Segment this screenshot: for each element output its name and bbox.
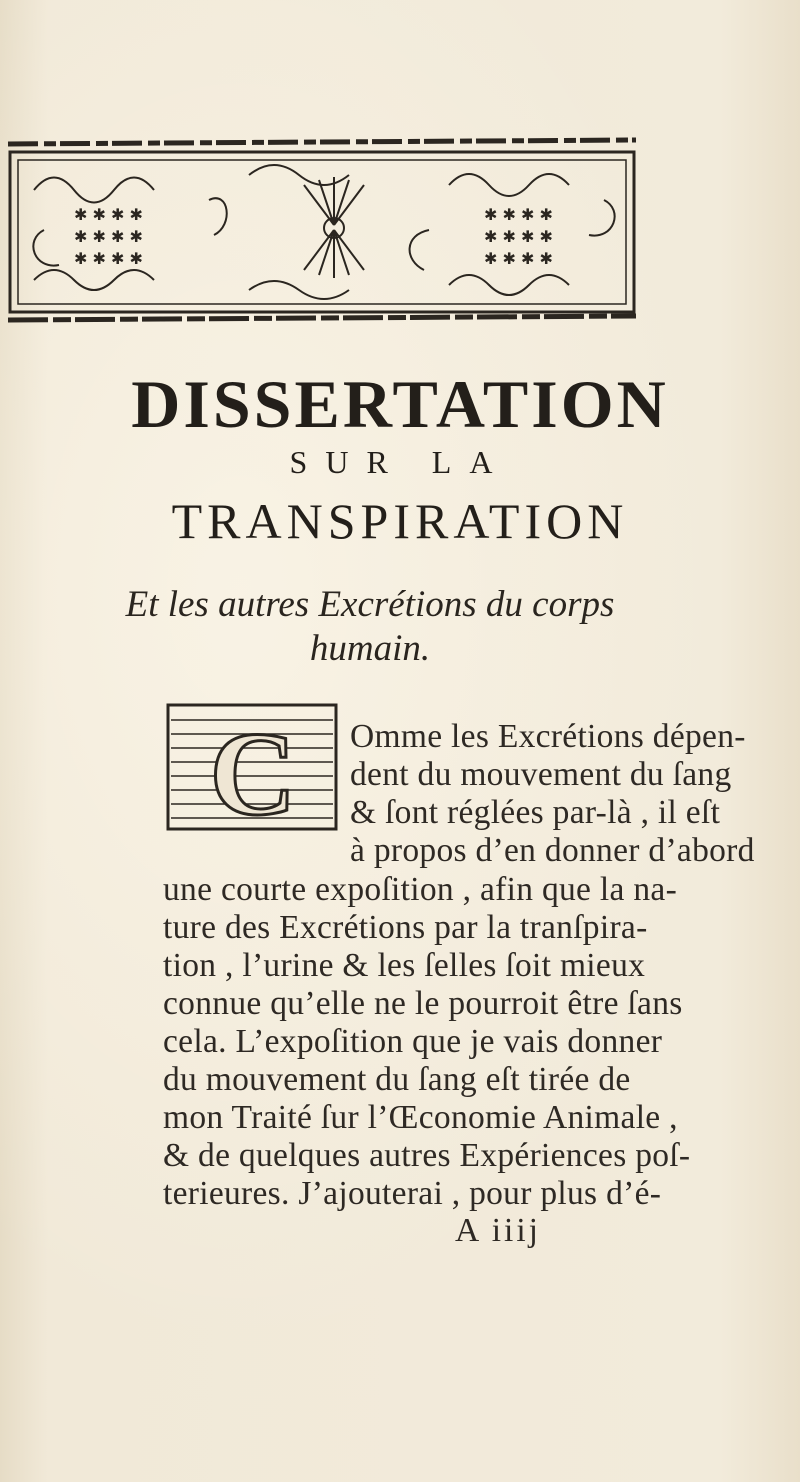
text-line: mon Traité ſur l’Œconomie Animale , <box>163 1099 678 1136</box>
text-line: & ſont réglées par-là , il eſt <box>350 794 721 831</box>
svg-text:✱ ✱ ✱ ✱: ✱ ✱ ✱ ✱ <box>74 227 143 246</box>
text-line: terieures. J’ajouterai , pour plus d’é- <box>163 1175 662 1212</box>
svg-text:✱ ✱ ✱ ✱: ✱ ✱ ✱ ✱ <box>484 249 553 268</box>
subtitle-line-2: humain. <box>309 628 431 669</box>
text-line: tion , l’urine & les ſelles ſoit mieux <box>163 947 646 984</box>
svg-text:✱ ✱ ✱ ✱: ✱ ✱ ✱ ✱ <box>74 205 143 224</box>
text-line: cela. L’expoſition que je vais donner <box>163 1023 663 1060</box>
title-transpiration: TRANSPIRATION <box>171 493 629 549</box>
text-line: à propos d’en donner d’abord <box>350 832 755 869</box>
title-sur-la: SUR LA <box>289 444 511 480</box>
text-line: du mouvement du ſang eſt tirée de <box>163 1061 631 1098</box>
text-line: ture des Excrétions par la tranſpira- <box>163 909 648 946</box>
text-line: & de quelques autres Expériences poſ- <box>163 1137 691 1174</box>
text-line: dent du mouvement du ſang <box>350 756 732 793</box>
svg-text:✱ ✱ ✱ ✱: ✱ ✱ ✱ ✱ <box>74 249 143 268</box>
text-line: Omme les Excrétions dépen- <box>350 718 746 755</box>
svg-text:✱ ✱ ✱ ✱: ✱ ✱ ✱ ✱ <box>484 227 553 246</box>
signature-mark: A iiij <box>455 1212 541 1249</box>
subtitle-line-1: Et les autres Excrétions du corps <box>125 584 615 625</box>
drop-cap-letter: C <box>209 707 297 832</box>
text-line: connue qu’elle ne le pourroit être ſans <box>163 985 683 1022</box>
title-dissertation: DISSERTATION <box>131 366 669 442</box>
text-line: une courte expoſition , afin que la na- <box>163 871 678 908</box>
svg-text:✱ ✱ ✱ ✱: ✱ ✱ ✱ ✱ <box>484 205 553 224</box>
